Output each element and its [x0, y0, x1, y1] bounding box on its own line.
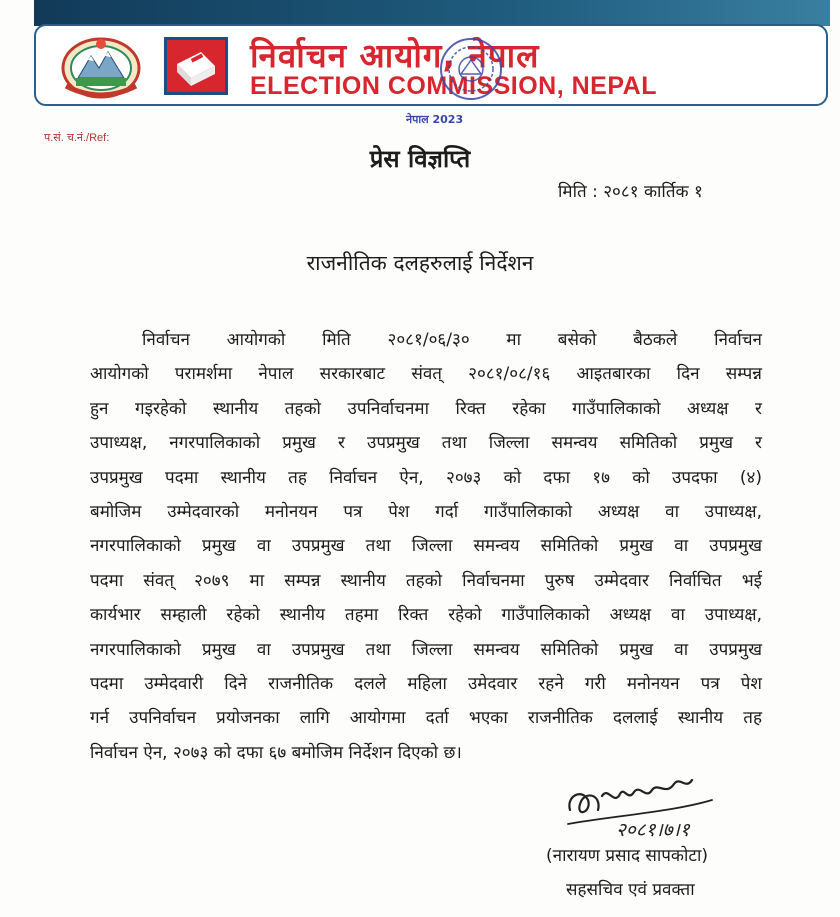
nepal-emblem-icon	[58, 34, 144, 100]
body-line: हुन गइरहेको स्थानीय तहको उपनिर्वाचनमा रिक्त रहेका गाउँपालिकाको अध्यक्ष र	[90, 398, 762, 419]
body-line: उपप्रमुख पदमा स्थानीय तह निर्वाचन ऐन, २०७३ को दफा १७ को उपदफा (४)	[90, 467, 762, 488]
commission-name-nepali: निर्वाचन आयोग, नेपाल	[250, 36, 540, 75]
body-line: पदमा उम्मेदवारी दिने राजनीतिक दलले महिला उमेदवार रहने गरी मनोनयन पत्र पेश	[90, 673, 762, 694]
press-release-title: प्रेस विज्ञप्ति	[369, 145, 471, 173]
ballot-box-icon	[164, 37, 228, 95]
letterhead	[34, 24, 828, 106]
issue-date: मिति : २०८१ कार्तिक १	[558, 182, 703, 202]
body-line: उपाध्यक्ष, नगरपालिकाको प्रमुख र उपप्रमुख तथा जिल्ला समन्वय समितिको प्रमुख र	[90, 433, 762, 454]
commission-name-english: ELECTION COMMISSION, NEPAL	[250, 72, 657, 100]
handwritten-signature	[562, 766, 732, 848]
signatory-name: (नारायण प्रसाद सापकोटा)	[546, 846, 708, 866]
body-line: नगरपालिकाको प्रमुख वा उपप्रमुख तथा जिल्ला समन्वय समितिको प्रमुख वा उपप्रमुख	[90, 639, 762, 660]
body-line: बमोजिम उम्मेदवारको मनोनयन पत्र पेश गर्दा गाउँपालिकाको अध्यक्ष वा उपाध्यक्ष,	[90, 501, 762, 522]
svg-text:२०८१।७।१: २०८१।७।१	[616, 819, 690, 841]
body-line: गर्न उपनिर्वाचन प्रयोजनका लागि आयोगमा दर्ता भएका राजनीतिक दललाई स्थानीय तह	[90, 708, 762, 729]
seal-year: नेपाल 2023	[406, 113, 464, 126]
body-line: नगरपालिकाको प्रमुख वा उपप्रमुख तथा जिल्ला समन्वय समितिको प्रमुख वा उपप्रमुख	[90, 536, 762, 557]
body-line: आयोगको परामर्शमा नेपाल सरकारबाट संवत् २०८१/०८/१६ आइतबारका दिन सम्पन्न	[90, 364, 762, 385]
notice-body	[90, 323, 762, 770]
body-line: पदमा संवत् २०७९ मा सम्पन्न स्थानीय तहको निर्वाचनमा पुरुष उम्मेदवार निर्वाचित भई	[90, 570, 762, 591]
signatory-designation: सहसचिव एवं प्रवक्ता	[566, 880, 695, 900]
body-line: निर्वाचन ऐन, २०७३ को दफा ६७ बमोजिम निर्देशन दिएको छ।	[90, 742, 462, 763]
notice-heading: राजनीतिक दलहरुलाई निर्देशन	[306, 251, 534, 275]
official-seal-icon	[438, 36, 504, 102]
body-line: निर्वाचन आयोगको मिति २०८१/०६/३० मा बसेको बैठकले निर्वाचन	[142, 330, 762, 350]
reference-label: प.सं. च.नं./Ref:	[44, 132, 110, 144]
body-line: कार्यभार सम्हाली रहेको स्थानीय तहमा रिक्त रहेको गाउँपालिकाको अध्यक्ष वा उपाध्यक्ष,	[90, 605, 762, 626]
top-banner-strip	[34, 0, 830, 26]
